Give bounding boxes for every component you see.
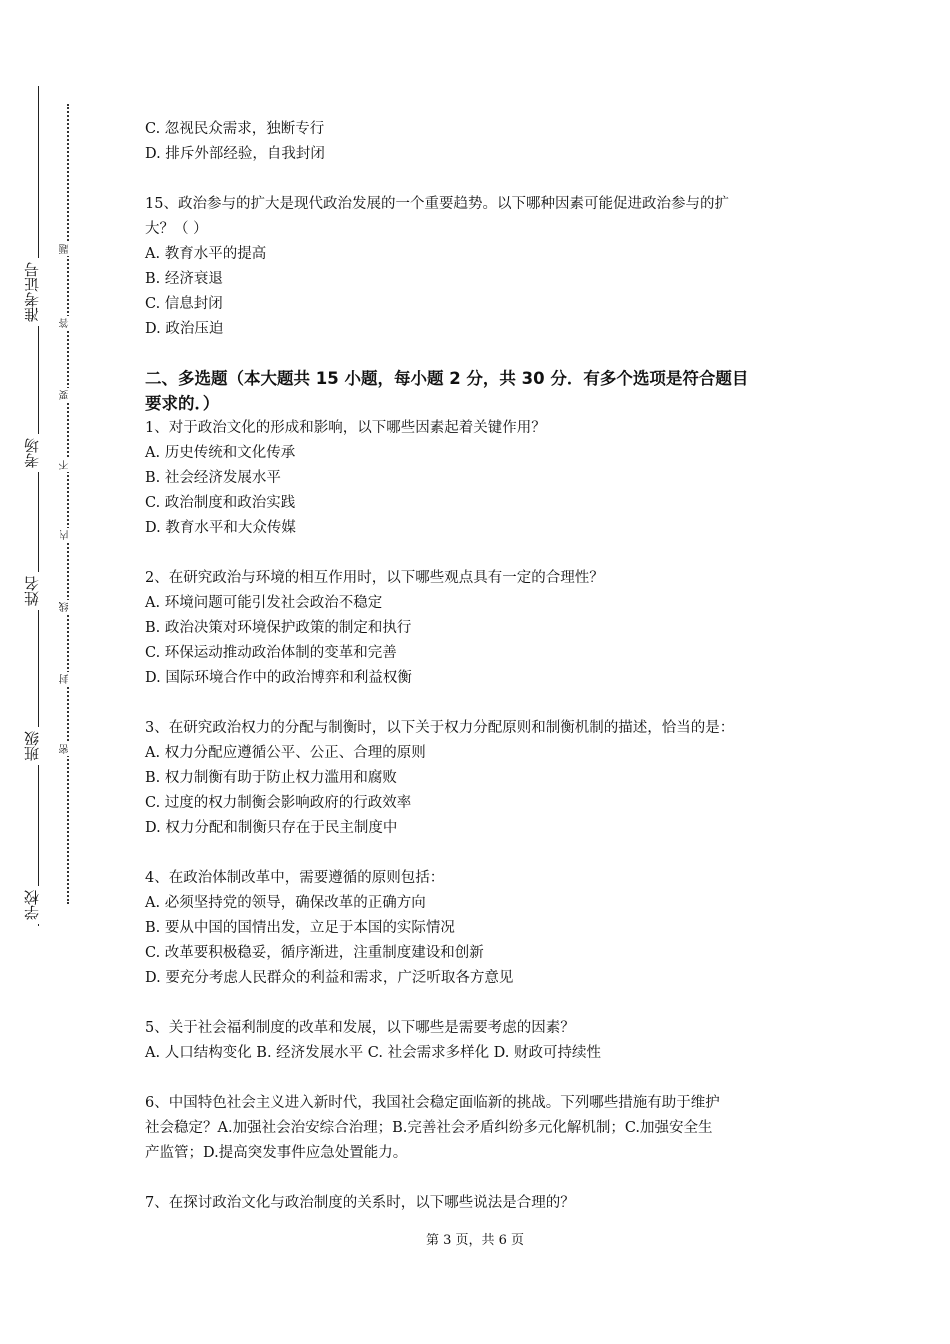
label-class: 班级 — [25, 727, 51, 765]
mq2-option-c: C. 环保运动推动政治体制的变革和完善 — [145, 645, 397, 661]
section2-title-line2: 要求的．） — [145, 394, 220, 413]
mq1-stem: 1、对于政治文化的形成和影响，以下哪些因素起着关键作用？ — [145, 420, 546, 436]
seal-char-xian: 线 — [61, 600, 75, 614]
mq5-options: A. 人口结构变化 B. 经济发展水平 C. 社会需求多样化 D. 财政可持续性 — [145, 1045, 602, 1061]
mq1-option-d: D. 教育水平和大众传媒 — [145, 520, 296, 536]
mq4-option-b: B. 要从中国的国情出发，立足于本国的实际情况 — [145, 920, 455, 936]
binding-dotted-line — [67, 104, 69, 904]
seal-char-feng: 封 — [61, 672, 75, 686]
mq6-line1: 6、中国特色社会主义进入新时代，我国社会稳定面临新的挑战。下列哪些措施有助于维护 — [145, 1095, 720, 1111]
question-content — [145, 117, 825, 1216]
mq3-option-a: A. 权力分配应遵循公平、公正、合理的原则 — [145, 745, 426, 761]
mq4-option-c: C. 改革要积极稳妥，循序渐进，注重制度建设和创新 — [145, 945, 484, 961]
mq2-option-a: A. 环境问题可能引发社会政治不稳定 — [145, 595, 383, 611]
mq4-stem: 4、在政治体制改革中，需要遵循的原则包括： — [145, 870, 445, 886]
mq1-option-a: A. 历史传统和文化传承 — [145, 445, 296, 461]
q14-option-c: C. 忽视民众需求，独断专行 — [145, 121, 325, 137]
seal-char-nei: 内 — [61, 528, 75, 542]
q15-stem-line1: 15、政治参与的扩大是现代政治发展的一个重要趋势。以下哪种因素可能促进政治参与的扩 — [145, 196, 729, 212]
mq3-option-c: C. 过度的权力制衡会影响政府的行政效率 — [145, 795, 412, 811]
mq6-line2: 社会稳定？A.加强社会治安综合治理；B.完善社会矛盾纠纷多元化解机制；C.加强安全生 — [145, 1120, 713, 1136]
mq7-stem: 7、在探讨政治文化与政治制度的关系时，以下哪些说法是合理的？ — [145, 1195, 575, 1211]
page-footer: 第 3 页，共 6 页 — [425, 1233, 525, 1248]
seal-char-yao: 要 — [61, 388, 75, 402]
binding-solid-line — [38, 86, 39, 926]
mq2-stem: 2、在研究政治与环境的相互作用时，以下哪些观点具有一定的合理性？ — [145, 570, 604, 586]
seal-char-da: 答 — [61, 316, 75, 330]
q15-option-d: D. 政治压迫 — [145, 321, 224, 337]
mq2-option-b: B. 政治决策对环境保护政策的制定和执行 — [145, 620, 412, 636]
mq6-line3: 产监管；D.提高突发事件应急处置能力。 — [145, 1145, 408, 1161]
q15-option-c: C. 信息封闭 — [145, 296, 223, 312]
q15-option-a: A. 教育水平的提高 — [145, 246, 267, 262]
seal-char-bu: 不 — [61, 458, 75, 472]
label-school: 学校 — [25, 886, 51, 924]
mq4-option-d: D. 要充分考虑人民群众的利益和需求，广泛听取各方意见 — [145, 970, 514, 986]
section2-title-line1: 二、多选题（本大题共 15 小题，每小题 2 分，共 30 分．有多个选项是符合题目 — [145, 369, 749, 388]
mq1-option-c: C. 政治制度和政治实践 — [145, 495, 296, 511]
seal-char-ti: 题 — [61, 242, 75, 256]
mq3-option-b: B. 权力制衡有助于防止权力滥用和腐败 — [145, 770, 397, 786]
mq1-option-b: B. 社会经济发展水平 — [145, 470, 281, 486]
q15-stem-line2: 大？（ ） — [145, 221, 208, 237]
q15-option-b: B. 经济衰退 — [145, 271, 223, 287]
label-name: 姓名 — [25, 572, 51, 610]
label-exam-room: 考场 — [25, 434, 51, 472]
mq2-option-d: D. 国际环境合作中的政治博弈和利益权衡 — [145, 670, 412, 686]
mq5-stem: 5、关于社会福利制度的改革和发展，以下哪些是需要考虑的因素？ — [145, 1020, 575, 1036]
q14-option-d: D. 排斥外部经验，自我封闭 — [145, 146, 325, 162]
seal-char-mi: 密 — [61, 742, 75, 756]
mq3-option-d: D. 权力分配和制衡只存在于民主制度中 — [145, 820, 398, 836]
mq3-stem: 3、在研究政治权力的分配与制衡时，以下关于权力分配原则和制衡机制的描述，恰当的是： — [145, 720, 735, 736]
label-exam-number: 准考证号 — [25, 258, 51, 326]
mq4-option-a: A. 必须坚持党的领导，确保改革的正确方向 — [145, 895, 426, 911]
